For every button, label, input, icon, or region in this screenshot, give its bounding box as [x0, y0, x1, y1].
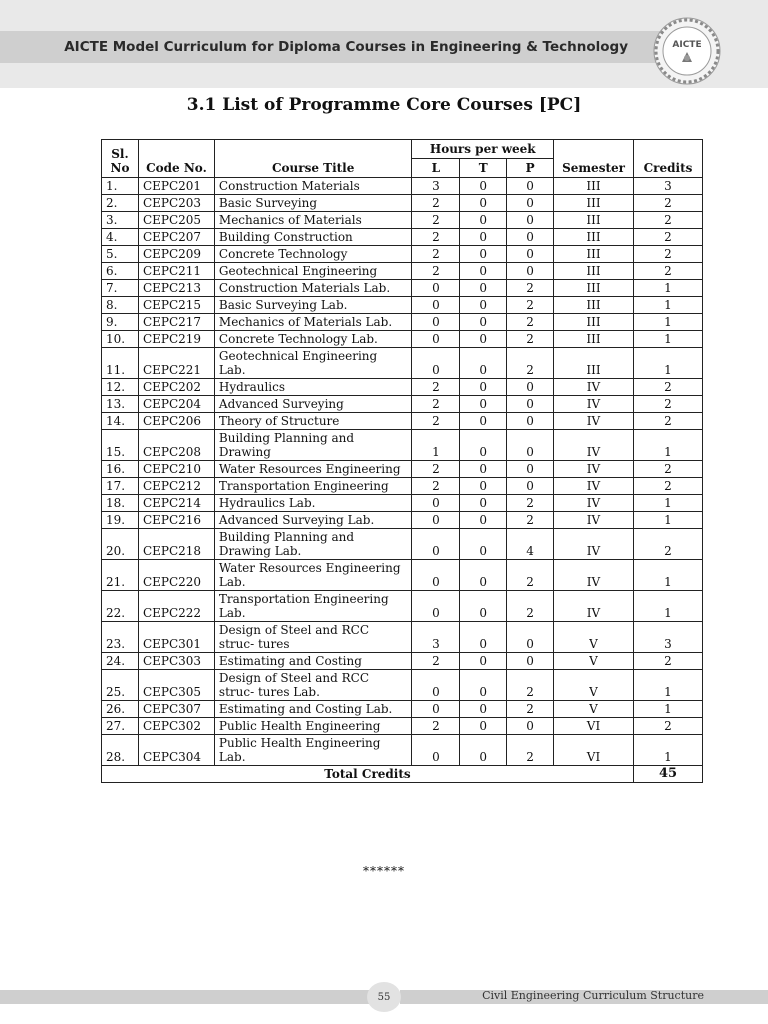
sl-no-cell: 3. [102, 212, 139, 229]
sl-no-cell: 11. [102, 348, 139, 379]
l-hours-cell: 0 [412, 297, 460, 314]
t-hours-cell: 0 [460, 379, 507, 396]
sl-no-cell: 23. [102, 622, 139, 653]
table-row [102, 178, 703, 195]
code-cell: CEPC304 [138, 735, 214, 766]
p-hours-cell: 2 [507, 314, 554, 331]
table-row [102, 229, 703, 246]
hours-per-week-header: Hours per week [412, 140, 554, 159]
code-cell: CEPC204 [138, 396, 214, 413]
semester-cell: III [554, 280, 634, 297]
credits-cell: 2 [633, 718, 702, 735]
table-header-row [102, 140, 703, 159]
course-title-cell: Mechanics of Materials [214, 212, 412, 229]
code-cell: CEPC222 [138, 591, 214, 622]
code-cell: CEPC218 [138, 529, 214, 560]
p-hours-cell: 0 [507, 413, 554, 430]
l-hours-cell: 2 [412, 413, 460, 430]
table-row [102, 701, 703, 718]
sl-no-cell: 17. [102, 478, 139, 495]
sl-no-cell: 16. [102, 461, 139, 478]
credits-cell: 1 [633, 670, 702, 701]
section-number: 3.1 [186, 95, 217, 115]
l-hours-cell: 0 [412, 529, 460, 560]
credits-cell: 1 [633, 560, 702, 591]
t-hours-cell: 0 [460, 246, 507, 263]
semester-cell: IV [554, 396, 634, 413]
t-hours-cell: 0 [460, 195, 507, 212]
code-cell: CEPC217 [138, 314, 214, 331]
table-row [102, 297, 703, 314]
sl-no-cell: 26. [102, 701, 139, 718]
t-hours-cell: 0 [460, 478, 507, 495]
l-hours-cell: 0 [412, 512, 460, 529]
t-hours-cell: 0 [460, 348, 507, 379]
t-hours-cell: 0 [460, 280, 507, 297]
semester-cell: III [554, 229, 634, 246]
table-row [102, 591, 703, 622]
table-row [102, 379, 703, 396]
semester-cell: VI [554, 718, 634, 735]
code-cell: CEPC216 [138, 512, 214, 529]
p-hours-cell: 2 [507, 512, 554, 529]
p-hours-cell: 0 [507, 195, 554, 212]
p-hours-cell: 0 [507, 229, 554, 246]
p-header: P [507, 159, 554, 178]
table-body [102, 178, 703, 766]
course-title-cell: Mechanics of Materials Lab. [214, 314, 412, 331]
p-hours-cell: 0 [507, 263, 554, 280]
sl-no-header-bottom: No [110, 161, 130, 175]
p-hours-cell: 2 [507, 560, 554, 591]
sl-no-cell: 6. [102, 263, 139, 280]
p-hours-cell: 2 [507, 331, 554, 348]
credits-cell: 1 [633, 512, 702, 529]
table-row [102, 670, 703, 701]
sl-no-cell: 25. [102, 670, 139, 701]
code-cell: CEPC208 [138, 430, 214, 461]
table-row [102, 280, 703, 297]
semester-cell: IV [554, 560, 634, 591]
sl-no-header [102, 140, 139, 178]
p-hours-cell: 0 [507, 430, 554, 461]
course-title-cell: Water Resources Engineering [214, 461, 412, 478]
l-hours-cell: 2 [412, 396, 460, 413]
code-cell: CEPC303 [138, 653, 214, 670]
table-row [102, 622, 703, 653]
code-cell: CEPC206 [138, 413, 214, 430]
table-row [102, 212, 703, 229]
p-hours-cell: 0 [507, 718, 554, 735]
code-cell: CEPC203 [138, 195, 214, 212]
credits-cell: 2 [633, 413, 702, 430]
course-title-cell: Concrete Technology [214, 246, 412, 263]
sl-no-cell: 1. [102, 178, 139, 195]
semester-cell: III [554, 297, 634, 314]
l-hours-cell: 0 [412, 591, 460, 622]
course-title-cell: Geotechnical Engineering Lab. [214, 348, 412, 379]
credits-cell: 1 [633, 297, 702, 314]
course-title-cell: Advanced Surveying Lab. [214, 512, 412, 529]
l-hours-cell: 2 [412, 461, 460, 478]
l-hours-cell: 3 [412, 178, 460, 195]
t-hours-cell: 0 [460, 529, 507, 560]
course-title-cell: Hydraulics Lab. [214, 495, 412, 512]
semester-cell: III [554, 195, 634, 212]
credits-cell: 1 [633, 735, 702, 766]
sl-no-cell: 20. [102, 529, 139, 560]
table-row [102, 512, 703, 529]
t-hours-cell: 0 [460, 263, 507, 280]
l-hours-cell: 1 [412, 430, 460, 461]
credits-cell: 3 [633, 622, 702, 653]
l-hours-cell: 2 [412, 718, 460, 735]
course-title-cell: Theory of Structure [214, 413, 412, 430]
code-cell: CEPC212 [138, 478, 214, 495]
code-cell: CEPC219 [138, 331, 214, 348]
l-hours-cell: 0 [412, 495, 460, 512]
p-hours-cell: 0 [507, 461, 554, 478]
sl-no-cell: 4. [102, 229, 139, 246]
p-hours-cell: 2 [507, 348, 554, 379]
p-hours-cell: 0 [507, 212, 554, 229]
credits-cell: 1 [633, 430, 702, 461]
t-header: T [460, 159, 507, 178]
table-row [102, 495, 703, 512]
credits-cell: 2 [633, 653, 702, 670]
t-hours-cell: 0 [460, 396, 507, 413]
semester-cell: IV [554, 430, 634, 461]
course-title-cell: Advanced Surveying [214, 396, 412, 413]
code-cell: CEPC302 [138, 718, 214, 735]
l-hours-cell: 0 [412, 735, 460, 766]
code-cell: CEPC307 [138, 701, 214, 718]
sl-no-cell: 19. [102, 512, 139, 529]
course-title-cell: Construction Materials Lab. [214, 280, 412, 297]
semester-cell: V [554, 701, 634, 718]
sl-no-cell: 5. [102, 246, 139, 263]
code-cell: CEPC211 [138, 263, 214, 280]
course-title-cell: Transportation Engineering [214, 478, 412, 495]
t-hours-cell: 0 [460, 331, 507, 348]
code-cell: CEPC201 [138, 178, 214, 195]
sl-no-cell: 7. [102, 280, 139, 297]
table-row [102, 195, 703, 212]
course-title-cell: Design of Steel and RCC struc- tures Lab. [214, 670, 412, 701]
sl-no-cell: 13. [102, 396, 139, 413]
t-hours-cell: 0 [460, 512, 507, 529]
p-hours-cell: 0 [507, 396, 554, 413]
course-title-cell: Public Health Engineering [214, 718, 412, 735]
l-hours-cell: 0 [412, 560, 460, 591]
semester-cell: III [554, 348, 634, 379]
sl-no-cell: 15. [102, 430, 139, 461]
footer-text: Civil Engineering Curriculum Structure [482, 989, 704, 1002]
total-credits-value: 45 [633, 766, 702, 783]
p-hours-cell: 0 [507, 653, 554, 670]
sl-no-cell: 12. [102, 379, 139, 396]
table-row [102, 653, 703, 670]
l-hours-cell: 0 [412, 701, 460, 718]
code-cell: CEPC207 [138, 229, 214, 246]
t-hours-cell: 0 [460, 560, 507, 591]
p-hours-cell: 0 [507, 622, 554, 653]
p-hours-cell: 2 [507, 670, 554, 701]
semester-cell: III [554, 314, 634, 331]
sl-no-cell: 10. [102, 331, 139, 348]
semester-header: Semester [554, 140, 634, 178]
table-row [102, 331, 703, 348]
credits-cell: 1 [633, 348, 702, 379]
t-hours-cell: 0 [460, 653, 507, 670]
table-row [102, 413, 703, 430]
code-cell: CEPC301 [138, 622, 214, 653]
t-hours-cell: 0 [460, 314, 507, 331]
l-header: L [412, 159, 460, 178]
table-row [102, 396, 703, 413]
sl-no-cell: 2. [102, 195, 139, 212]
credits-cell: 3 [633, 178, 702, 195]
credits-cell: 2 [633, 461, 702, 478]
code-cell: CEPC202 [138, 379, 214, 396]
section-title: List of Programme Core Courses [PC] [222, 95, 582, 115]
t-hours-cell: 0 [460, 212, 507, 229]
t-hours-cell: 0 [460, 701, 507, 718]
code-header: Code No. [138, 140, 214, 178]
table-row [102, 560, 703, 591]
code-cell: CEPC215 [138, 297, 214, 314]
course-title-cell: Estimating and Costing Lab. [214, 701, 412, 718]
code-cell: CEPC205 [138, 212, 214, 229]
code-cell: CEPC213 [138, 280, 214, 297]
credits-cell: 1 [633, 701, 702, 718]
l-hours-cell: 2 [412, 653, 460, 670]
code-cell: CEPC305 [138, 670, 214, 701]
l-hours-cell: 0 [412, 314, 460, 331]
total-row [102, 766, 703, 783]
semester-cell: IV [554, 478, 634, 495]
table-row [102, 314, 703, 331]
code-cell: CEPC214 [138, 495, 214, 512]
course-title-header: Course Title [214, 140, 412, 178]
t-hours-cell: 0 [460, 591, 507, 622]
t-hours-cell: 0 [460, 718, 507, 735]
p-hours-cell: 2 [507, 280, 554, 297]
section-separator: ****** [363, 864, 405, 878]
t-hours-cell: 0 [460, 670, 507, 701]
table-row [102, 718, 703, 735]
course-title-cell: Transportation Engineering Lab. [214, 591, 412, 622]
credits-cell: 2 [633, 529, 702, 560]
total-credits-label: Total Credits [102, 766, 634, 783]
l-hours-cell: 2 [412, 229, 460, 246]
aicte-logo [652, 16, 722, 86]
table-row [102, 263, 703, 280]
page-title [0, 95, 768, 115]
p-hours-cell: 2 [507, 297, 554, 314]
semester-cell: V [554, 622, 634, 653]
sl-no-cell: 24. [102, 653, 139, 670]
credits-cell: 2 [633, 246, 702, 263]
l-hours-cell: 0 [412, 331, 460, 348]
header-title: AICTE Model Curriculum for Diploma Courses in Engineering & Technology [64, 39, 628, 55]
course-title-cell: Basic Surveying [214, 195, 412, 212]
table-row [102, 461, 703, 478]
credits-cell: 2 [633, 478, 702, 495]
page-number: 55 [367, 982, 401, 1012]
semester-cell: V [554, 670, 634, 701]
sl-no-header-top: Sl. [111, 147, 129, 161]
p-hours-cell: 0 [507, 379, 554, 396]
semester-cell: III [554, 178, 634, 195]
table-row [102, 348, 703, 379]
l-hours-cell: 2 [412, 379, 460, 396]
credits-cell: 2 [633, 263, 702, 280]
credits-cell: 2 [633, 229, 702, 246]
l-hours-cell: 2 [412, 263, 460, 280]
code-cell: CEPC220 [138, 560, 214, 591]
semester-cell: IV [554, 461, 634, 478]
semester-cell: VI [554, 735, 634, 766]
p-hours-cell: 2 [507, 735, 554, 766]
l-hours-cell: 3 [412, 622, 460, 653]
footer-band-left [0, 990, 370, 1004]
t-hours-cell: 0 [460, 622, 507, 653]
sl-no-cell: 8. [102, 297, 139, 314]
t-hours-cell: 0 [460, 430, 507, 461]
t-hours-cell: 0 [460, 495, 507, 512]
code-cell: CEPC209 [138, 246, 214, 263]
l-hours-cell: 2 [412, 246, 460, 263]
credits-cell: 2 [633, 396, 702, 413]
course-title-cell: Building Construction [214, 229, 412, 246]
sl-no-cell: 28. [102, 735, 139, 766]
semester-cell: IV [554, 512, 634, 529]
l-hours-cell: 2 [412, 478, 460, 495]
l-hours-cell: 2 [412, 212, 460, 229]
table-row [102, 430, 703, 461]
credits-cell: 1 [633, 314, 702, 331]
semester-cell: III [554, 331, 634, 348]
l-hours-cell: 0 [412, 348, 460, 379]
course-title-cell: Water Resources Engineering Lab. [214, 560, 412, 591]
l-hours-cell: 2 [412, 195, 460, 212]
course-title-cell: Building Planning and Drawing Lab. [214, 529, 412, 560]
semester-cell: IV [554, 591, 634, 622]
t-hours-cell: 0 [460, 229, 507, 246]
course-title-cell: Construction Materials [214, 178, 412, 195]
semester-cell: III [554, 263, 634, 280]
sl-no-cell: 9. [102, 314, 139, 331]
l-hours-cell: 0 [412, 670, 460, 701]
credits-cell: 1 [633, 331, 702, 348]
credits-cell: 2 [633, 379, 702, 396]
p-hours-cell: 2 [507, 495, 554, 512]
semester-cell: III [554, 246, 634, 263]
credits-cell: 2 [633, 212, 702, 229]
course-title-cell: Geotechnical Engineering [214, 263, 412, 280]
semester-cell: V [554, 653, 634, 670]
t-hours-cell: 0 [460, 461, 507, 478]
t-hours-cell: 0 [460, 735, 507, 766]
t-hours-cell: 0 [460, 178, 507, 195]
course-title-cell: Public Health Engineering Lab. [214, 735, 412, 766]
table-row [102, 735, 703, 766]
course-title-cell: Estimating and Costing [214, 653, 412, 670]
course-title-cell: Basic Surveying Lab. [214, 297, 412, 314]
p-hours-cell: 2 [507, 591, 554, 622]
credits-header: Credits [633, 140, 702, 178]
sl-no-cell: 22. [102, 591, 139, 622]
p-hours-cell: 0 [507, 178, 554, 195]
p-hours-cell: 0 [507, 478, 554, 495]
sl-no-cell: 18. [102, 495, 139, 512]
course-title-cell: Design of Steel and RCC struc- tures [214, 622, 412, 653]
sl-no-cell: 21. [102, 560, 139, 591]
code-cell: CEPC221 [138, 348, 214, 379]
header-band [0, 31, 690, 63]
p-hours-cell: 2 [507, 701, 554, 718]
t-hours-cell: 0 [460, 413, 507, 430]
code-cell: CEPC210 [138, 461, 214, 478]
sl-no-cell: 14. [102, 413, 139, 430]
credits-cell: 1 [633, 495, 702, 512]
l-hours-cell: 0 [412, 280, 460, 297]
semester-cell: IV [554, 495, 634, 512]
course-title-cell: Concrete Technology Lab. [214, 331, 412, 348]
table-row [102, 246, 703, 263]
credits-cell: 2 [633, 195, 702, 212]
course-title-cell: Hydraulics [214, 379, 412, 396]
sl-no-cell: 27. [102, 718, 139, 735]
semester-cell: III [554, 212, 634, 229]
semester-cell: IV [554, 379, 634, 396]
p-hours-cell: 4 [507, 529, 554, 560]
table-row [102, 478, 703, 495]
p-hours-cell: 0 [507, 246, 554, 263]
credits-cell: 1 [633, 591, 702, 622]
table-row [102, 529, 703, 560]
semester-cell: IV [554, 413, 634, 430]
t-hours-cell: 0 [460, 297, 507, 314]
semester-cell: IV [554, 529, 634, 560]
credits-cell: 1 [633, 280, 702, 297]
logo-text: AICTE [672, 40, 702, 50]
courses-table [101, 139, 703, 783]
course-title-cell: Building Planning and Drawing [214, 430, 412, 461]
